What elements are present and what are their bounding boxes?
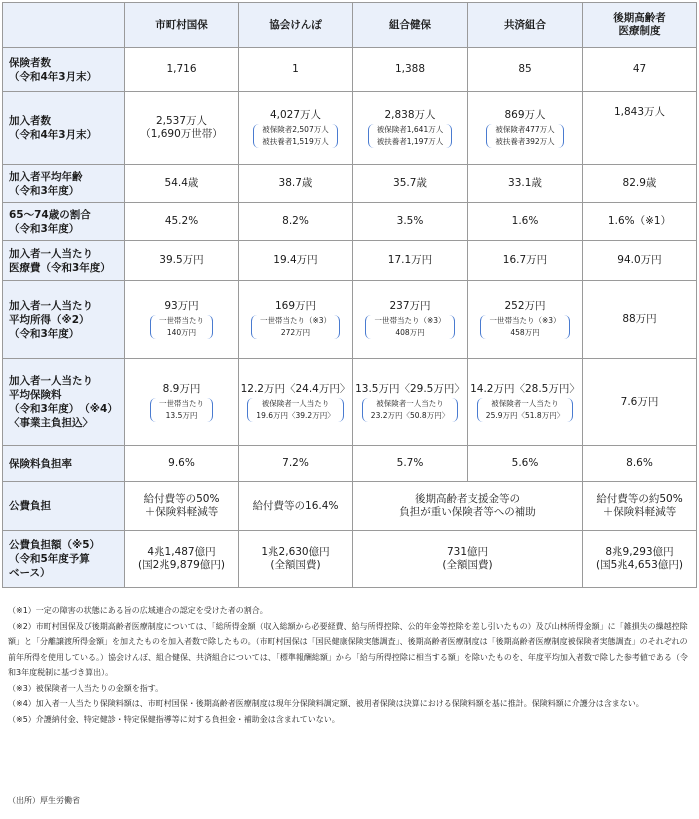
cell-line: 負担が重い保険者等への補助 bbox=[399, 506, 536, 518]
bracket-note bbox=[251, 315, 340, 339]
sub-line: 408万円 bbox=[395, 328, 425, 337]
cell-koki-premium: 7.6万円 bbox=[583, 359, 697, 446]
label-line: 加入者一人当たり bbox=[9, 375, 93, 387]
label-line: ベース） bbox=[9, 567, 51, 579]
cell-line: (全額国費) bbox=[442, 559, 493, 571]
cell-line: 1兆2,630億円 bbox=[261, 546, 330, 558]
sub-line: 25.9万円〈51.8万円〉 bbox=[485, 410, 565, 420]
cell-line: (全額国費) bbox=[270, 559, 321, 571]
row-public-burden bbox=[3, 482, 697, 531]
cell-line: 4兆1,487億円 bbox=[147, 546, 216, 558]
row-burden-rate bbox=[3, 446, 697, 482]
label-line: 公費負担額（※5） bbox=[9, 539, 101, 551]
cell-koki-members: 1,843万人 bbox=[583, 92, 697, 165]
cell-koki-public bbox=[583, 482, 697, 531]
header-kokuho: 市町村国保 bbox=[125, 3, 239, 48]
sub-line: 一世帯当たり（※3） bbox=[489, 316, 561, 325]
cell-line: ＋保険料軽減等 bbox=[602, 506, 677, 518]
header-kyosai: 共済組合 bbox=[468, 3, 583, 48]
cell-line: 731億円 bbox=[446, 546, 489, 558]
label-ratio-65-74 bbox=[3, 203, 125, 241]
label-line: 保険者数 bbox=[9, 56, 51, 69]
row-members bbox=[3, 92, 697, 165]
cell: 1.6% bbox=[468, 203, 583, 241]
row-premium bbox=[3, 359, 697, 446]
cell: 9.6% bbox=[125, 446, 239, 482]
cell-line: 8兆9,293億円 bbox=[605, 546, 674, 558]
sub-line: 272万円 bbox=[280, 328, 311, 337]
bracket-note bbox=[150, 315, 213, 339]
cell: 47 bbox=[583, 48, 697, 92]
row-income bbox=[3, 281, 697, 359]
footnote-1: （※1）一定の障害の状態にある旨の広域連合の認定を受けた者の割合。 bbox=[8, 606, 268, 615]
cell-kokuho-members bbox=[125, 92, 239, 165]
cell: 19.4万円 bbox=[239, 241, 353, 281]
cell-main: 4,027万人 bbox=[269, 108, 322, 121]
label-line: （令和5年度予算 bbox=[9, 553, 90, 565]
bracket-note bbox=[253, 124, 337, 148]
label-line: （令和3年度） （※4） bbox=[9, 403, 118, 415]
cell-line: (国5兆4,653億円) bbox=[596, 559, 683, 571]
label-line: （令和3年度） bbox=[9, 184, 80, 197]
row-insurers bbox=[3, 48, 697, 92]
sub-line: 140万円 bbox=[166, 328, 197, 337]
label-avg-age bbox=[3, 165, 125, 203]
cell-kyokai-amount bbox=[239, 531, 353, 588]
cell-main: 2,838万人 bbox=[384, 108, 436, 121]
footnote-4: （※4）加入者一人当たり保険料額は、市町村国保・後期高齢者医療制度は現年分保険料調定額、被用者保険は決算における保険料額を基に推計。保険料額に介護分は含まない。 bbox=[8, 699, 644, 708]
label-line: （令和3年度） bbox=[9, 222, 80, 235]
row-medical-cost bbox=[3, 241, 697, 281]
cell-main: 13.5万円〈29.5万円〉 bbox=[355, 382, 465, 395]
label-line: 65～74歳の割合 bbox=[9, 208, 91, 221]
cell-main: 14.2万円〈28.5万円〉 bbox=[470, 382, 580, 395]
cell-kumiai-members bbox=[353, 92, 468, 165]
bracket-note bbox=[150, 398, 213, 422]
label-public-amount bbox=[3, 531, 125, 588]
bracket-note bbox=[480, 315, 569, 339]
label-line: 〈事業主負担込〉 bbox=[9, 417, 93, 429]
cell-main: 237万円 bbox=[389, 300, 431, 312]
label-burden-rate: 保険料負担率 bbox=[3, 446, 125, 482]
cell: 5.7% bbox=[353, 446, 468, 482]
sub-line: 被保険者1,641万人 bbox=[376, 124, 444, 134]
sub-line: 一世帯当たり（※3） bbox=[259, 316, 332, 325]
row-public-amount bbox=[3, 531, 697, 588]
bracket-note bbox=[362, 398, 458, 422]
sub-line: 458万円 bbox=[510, 328, 540, 337]
cell: 45.2% bbox=[125, 203, 239, 241]
bracket-note bbox=[368, 124, 452, 148]
cell: 38.7歳 bbox=[239, 165, 353, 203]
label-line: 平均保険料 bbox=[9, 389, 62, 401]
cell: 5.6% bbox=[468, 446, 583, 482]
sub-line: 一世帯当たり bbox=[159, 316, 204, 325]
label-medical-cost bbox=[3, 241, 125, 281]
label-line: （令和3年度） bbox=[9, 327, 80, 340]
source-note: （出所）厚生労働省 bbox=[8, 796, 80, 805]
label-line: （令和4年3月末） bbox=[9, 129, 98, 141]
label-line: 加入者平均年齢 bbox=[9, 170, 83, 183]
cell-line: ＋保険料軽減等 bbox=[144, 506, 219, 518]
header-blank bbox=[3, 3, 125, 48]
row-avg-age bbox=[3, 165, 697, 203]
sub-line: 被保険者一人当たり bbox=[491, 398, 559, 408]
cell-kyosai-premium bbox=[468, 359, 583, 446]
sub-line: 一世帯当たり（※3） bbox=[374, 316, 446, 325]
row-ratio-65-74 bbox=[3, 203, 697, 241]
header-koki-line2: 医療制度 bbox=[618, 25, 661, 37]
bracket-note bbox=[365, 315, 454, 339]
cell-line: 後期高齢者支援金等の bbox=[415, 493, 520, 505]
label-line: 加入者数 bbox=[9, 115, 51, 127]
cell-main: 12.2万円〈24.4万円〉 bbox=[240, 382, 351, 395]
cell: 54.4歳 bbox=[125, 165, 239, 203]
footnote-3: （※3）被保険者一人当たりの金額を指す。 bbox=[8, 683, 164, 693]
cell-main: 869万人 bbox=[504, 108, 546, 121]
header-koki-line1: 後期高齢者 bbox=[613, 12, 666, 24]
footnote-2: （※2）市町村国保及び後期高齢者医療制度については、「総所得金額（収入総額から必要経費、給与所得控除、公的年金等控除を差し引いたもの）及び山林所得金額」に「雑損失の繰越控除額」と「分離譲渡所得金額」を加えたものを加入者数で除したもの。（市町村国保は「国民健康保険実態調査」、後期高齢者医療制度は「後期高齢者医療制度被保険者実態調査」のそれぞれの前年所得を使用している。）協会けんぽ、組合健保、共済組合については、「標準報酬総額」から「給与所得控除に相当する額」を除いたものを、年度平均加入者数で除した参考値である（令和3年度税制に基づき算出）。 bbox=[8, 621, 688, 677]
cell-koki-income: 88万円 bbox=[583, 281, 697, 359]
cell: 82.9歳 bbox=[583, 165, 697, 203]
label-premium bbox=[3, 359, 125, 446]
label-income bbox=[3, 281, 125, 359]
footnotes bbox=[8, 603, 694, 727]
header-kumiai: 組合健保 bbox=[353, 3, 468, 48]
label-line: 医療費（令和3年度） bbox=[9, 261, 111, 274]
cell-line: 給付費等の約50% bbox=[596, 493, 683, 505]
cell: 1 bbox=[239, 48, 353, 92]
label-line: 加入者一人当たり bbox=[9, 247, 93, 260]
sub-line: 23.2万円〈50.8万円〉 bbox=[370, 410, 450, 420]
cell: 8.6% bbox=[583, 446, 697, 482]
cell-kyokai-members bbox=[239, 92, 353, 165]
bracket-note bbox=[247, 398, 343, 422]
cell-line: (国2兆9,879億円) bbox=[138, 559, 225, 571]
label-line: （令和4年3月末） bbox=[9, 70, 98, 83]
cell: 94.0万円 bbox=[583, 241, 697, 281]
label-line: 加入者一人当たり bbox=[9, 299, 93, 312]
cell-kyosai-members bbox=[468, 92, 583, 165]
cell-kokuho-premium bbox=[125, 359, 239, 446]
sub-line: 被扶養者1,519万人 bbox=[262, 136, 329, 146]
label-members bbox=[3, 92, 125, 165]
sub-line: 被保険者一人当たり bbox=[261, 398, 330, 408]
cell-main: 93万円 bbox=[164, 300, 199, 312]
sub-line: 一世帯当たり bbox=[159, 398, 204, 408]
sub-line: 被保険者一人当たり bbox=[376, 398, 444, 408]
cell-line: 給付費等の50% bbox=[143, 493, 220, 505]
cell-kokuho-income bbox=[125, 281, 239, 359]
sub-line: 19.6万円〈39.2万円〉 bbox=[256, 410, 335, 420]
header-kyokai: 協会けんぽ bbox=[239, 3, 353, 48]
insurance-comparison-table bbox=[2, 2, 697, 588]
label-insurers bbox=[3, 48, 125, 92]
cell: 39.5万円 bbox=[125, 241, 239, 281]
label-public-burden: 公費負担 bbox=[3, 482, 125, 531]
cell-main: 2,537万人 bbox=[155, 115, 208, 127]
footnote-5: （※5）介護納付金、特定健診・特定保健指導等に対する負担金・補助金は含まれていない。 bbox=[8, 714, 340, 724]
cell-kyokai-premium bbox=[239, 359, 353, 446]
cell-kokuho-public bbox=[125, 482, 239, 531]
label-line: 平均所得（※2） bbox=[9, 313, 90, 326]
cell-main: 169万円 bbox=[274, 300, 317, 312]
cell-kokuho-amount bbox=[125, 531, 239, 588]
sub-line: 被保険者2,507万人 bbox=[262, 124, 329, 134]
cell: 3.5% bbox=[353, 203, 468, 241]
cell: 17.1万円 bbox=[353, 241, 468, 281]
cell-main: 252万円 bbox=[504, 300, 546, 312]
cell-kumiai-premium bbox=[353, 359, 468, 446]
cell: 33.1歳 bbox=[468, 165, 583, 203]
cell: 1,388 bbox=[353, 48, 468, 92]
header-koki bbox=[583, 3, 697, 48]
cell-sub: （1,690万世帯） bbox=[140, 128, 223, 140]
header-row bbox=[3, 3, 697, 48]
cell-kyokai-public: 給付費等の16.4% bbox=[239, 482, 353, 531]
cell: 35.7歳 bbox=[353, 165, 468, 203]
cell: 8.2% bbox=[239, 203, 353, 241]
sub-line: 被保険者477万人 bbox=[495, 124, 555, 134]
cell-kyosai-income bbox=[468, 281, 583, 359]
cell: 16.7万円 bbox=[468, 241, 583, 281]
cell-main: 8.9万円 bbox=[162, 382, 201, 395]
sub-line: 被扶養者392万人 bbox=[495, 136, 555, 146]
cell: 1,716 bbox=[125, 48, 239, 92]
cell: 85 bbox=[468, 48, 583, 92]
sub-line: 被扶養者1,197万人 bbox=[376, 136, 444, 146]
cell: 7.2% bbox=[239, 446, 353, 482]
bracket-note bbox=[486, 124, 563, 148]
cell-kyokai-income bbox=[239, 281, 353, 359]
cell: 1.6%（※1） bbox=[583, 203, 697, 241]
cell-kumiai-kyosai-amount bbox=[353, 531, 583, 588]
bracket-note bbox=[477, 398, 573, 422]
cell-kumiai-kyosai-public bbox=[353, 482, 583, 531]
cell-kumiai-income bbox=[353, 281, 468, 359]
sub-line: 13.5万円 bbox=[165, 410, 198, 420]
cell-koki-amount bbox=[583, 531, 697, 588]
